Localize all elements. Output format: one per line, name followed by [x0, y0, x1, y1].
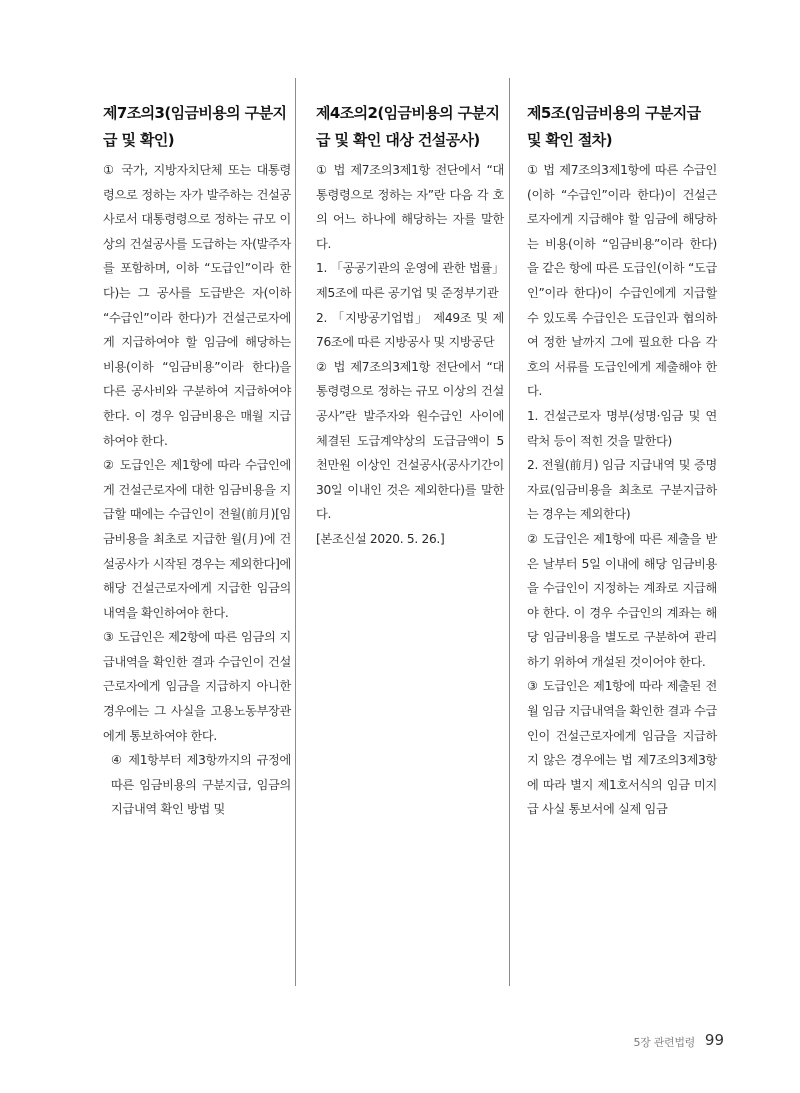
article-heading: 제7조의3(임금비용의 구분지급 및 확인) — [103, 104, 287, 149]
paragraph-2: ② 법 제7조의3제1항 전단에서 “대통령령으로 정하는 규모 이상의 건설공사”란 발주자와 원수급인 사이에 체결된 도급계약상의 도급금액이 5천만원 이상인 건설공사(공사기간이 30일 이내인 것은 제외한다)를 말한다. — [316, 359, 504, 522]
paragraph-2: ② 도급인은 제1항에 따른 제출을 받은 날부터 5일 이내에 해당 임금비용을 수급인이 지정하는 계좌로 지급해야 한다. 이 경우 수급인의 계좌는 해당 임금비용을 별도로 구분하여 관리하기 위하여 개설된 것이어야 한다. — [527, 531, 717, 669]
column-article-4-2 — [316, 100, 504, 552]
column-article-5 — [527, 100, 717, 822]
column-divider-left — [295, 78, 296, 986]
paragraph-4: ④ 제1항부터 제3항까지의 규정에 따른 임금비용의 구분지급, 임금의 지급내역 확인 방법 및 — [111, 753, 291, 817]
paragraph-2: ② 도급인은 제1항에 따라 수급인에게 건설근로자에 대한 임금비용을 지급할 때에는 수급인이 전월(前月)[임금비용을 최초로 지급한 월(月)에 건설공사가 시작된 경우는 제외한다]에 해당 건설근로자에게 지급한 임금의 내역을 확인하여야 한다. — [103, 458, 291, 620]
article-heading: 제4조의2(임금비용의 구분지급 및 확인 대상 건설공사) — [316, 104, 500, 149]
amendment-note: [본조신설 2020. 5. 26.] — [316, 531, 445, 546]
column-divider-right — [509, 78, 510, 986]
paragraph-1: ① 국가, 지방자치단체 또는 대통령령으로 정하는 자가 발주하는 건설공사로서 대통령령으로 정하는 규모 이상의 건설공사를 도급하는 자(발주자를 포함하며, 이하 “도급인”이라 한다)는 그 공사를 도급받은 자(이하 “수급인”이라 한다)가 건설근로자에게 지급하여야 할 임금에 해당하는 비용(이하 “임금비용”이라 한다)을 다른 공사비와 구분하여 지급하여야 한다. 이 경우 임금비용은 매월 지급하여야 한다. — [103, 163, 291, 448]
item-2: 2. 전월(前月) 임금 지급내역 및 증명자료(임금비용을 최초로 구분지급하는 경우는 제외한다) — [527, 458, 717, 522]
item-2: 2. 「지방공기업법」 제49조 및 제76조에 따른 지방공사 및 지방공단 — [316, 310, 504, 350]
paragraph-3: ③ 도급인은 제2항에 따른 임금의 지급내역을 확인한 결과 수급인이 건설근로자에게 임금을 지급하지 아니한 경우에는 그 사실을 고용노동부장관에게 통보하여야 한다. — [103, 630, 291, 743]
paragraph-1: ① 법 제7조의3제1항 전단에서 “대통령령으로 정하는 자”란 다음 각 호의 어느 하나에 해당하는 자를 말한다. — [316, 163, 504, 251]
column-article-7-3 — [103, 100, 291, 822]
paragraph-3: ③ 도급인은 제1항에 따라 제출된 전월 임금 지급내역을 확인한 결과 수급인이 건설근로자에게 임금을 지급하지 않은 경우에는 법 제7조의3제3항에 따라 별지 제1호서식의 임금 미지급 사실 통보서에 실제 임금 — [527, 679, 717, 817]
item-1: 1. 「공공기관의 운영에 관한 법률」 제5조에 따른 공기업 및 준정부기관 — [316, 261, 504, 300]
article-heading: 제5조(임금비용의 구분지급 및 확인 절차) — [527, 104, 701, 149]
item-1: 1. 건설근로자 명부(성명·임금 및 연락처 등이 적힌 것을 말한다) — [527, 408, 717, 448]
paragraph-1: ① 법 제7조의3제1항에 따른 수급인(이하 “수급인”이라 한다)이 건설근로자에게 지급해야 할 임금에 해당하는 비용(이하 “임금비용”이라 한다)을 같은 항에 따른 도급인(이하 “도급인”이라 한다)이 수급인에게 지급할 수 있도록 수급인은 도급인과 협의하여 정한 날까지 그에 필요한 다음 각 호의 서류를 도급인에게 제출해야 한다. — [527, 163, 717, 399]
page-number: 99 — [704, 1031, 724, 1049]
footer-chapter-label: 5장 관련법령 — [633, 1036, 695, 1049]
